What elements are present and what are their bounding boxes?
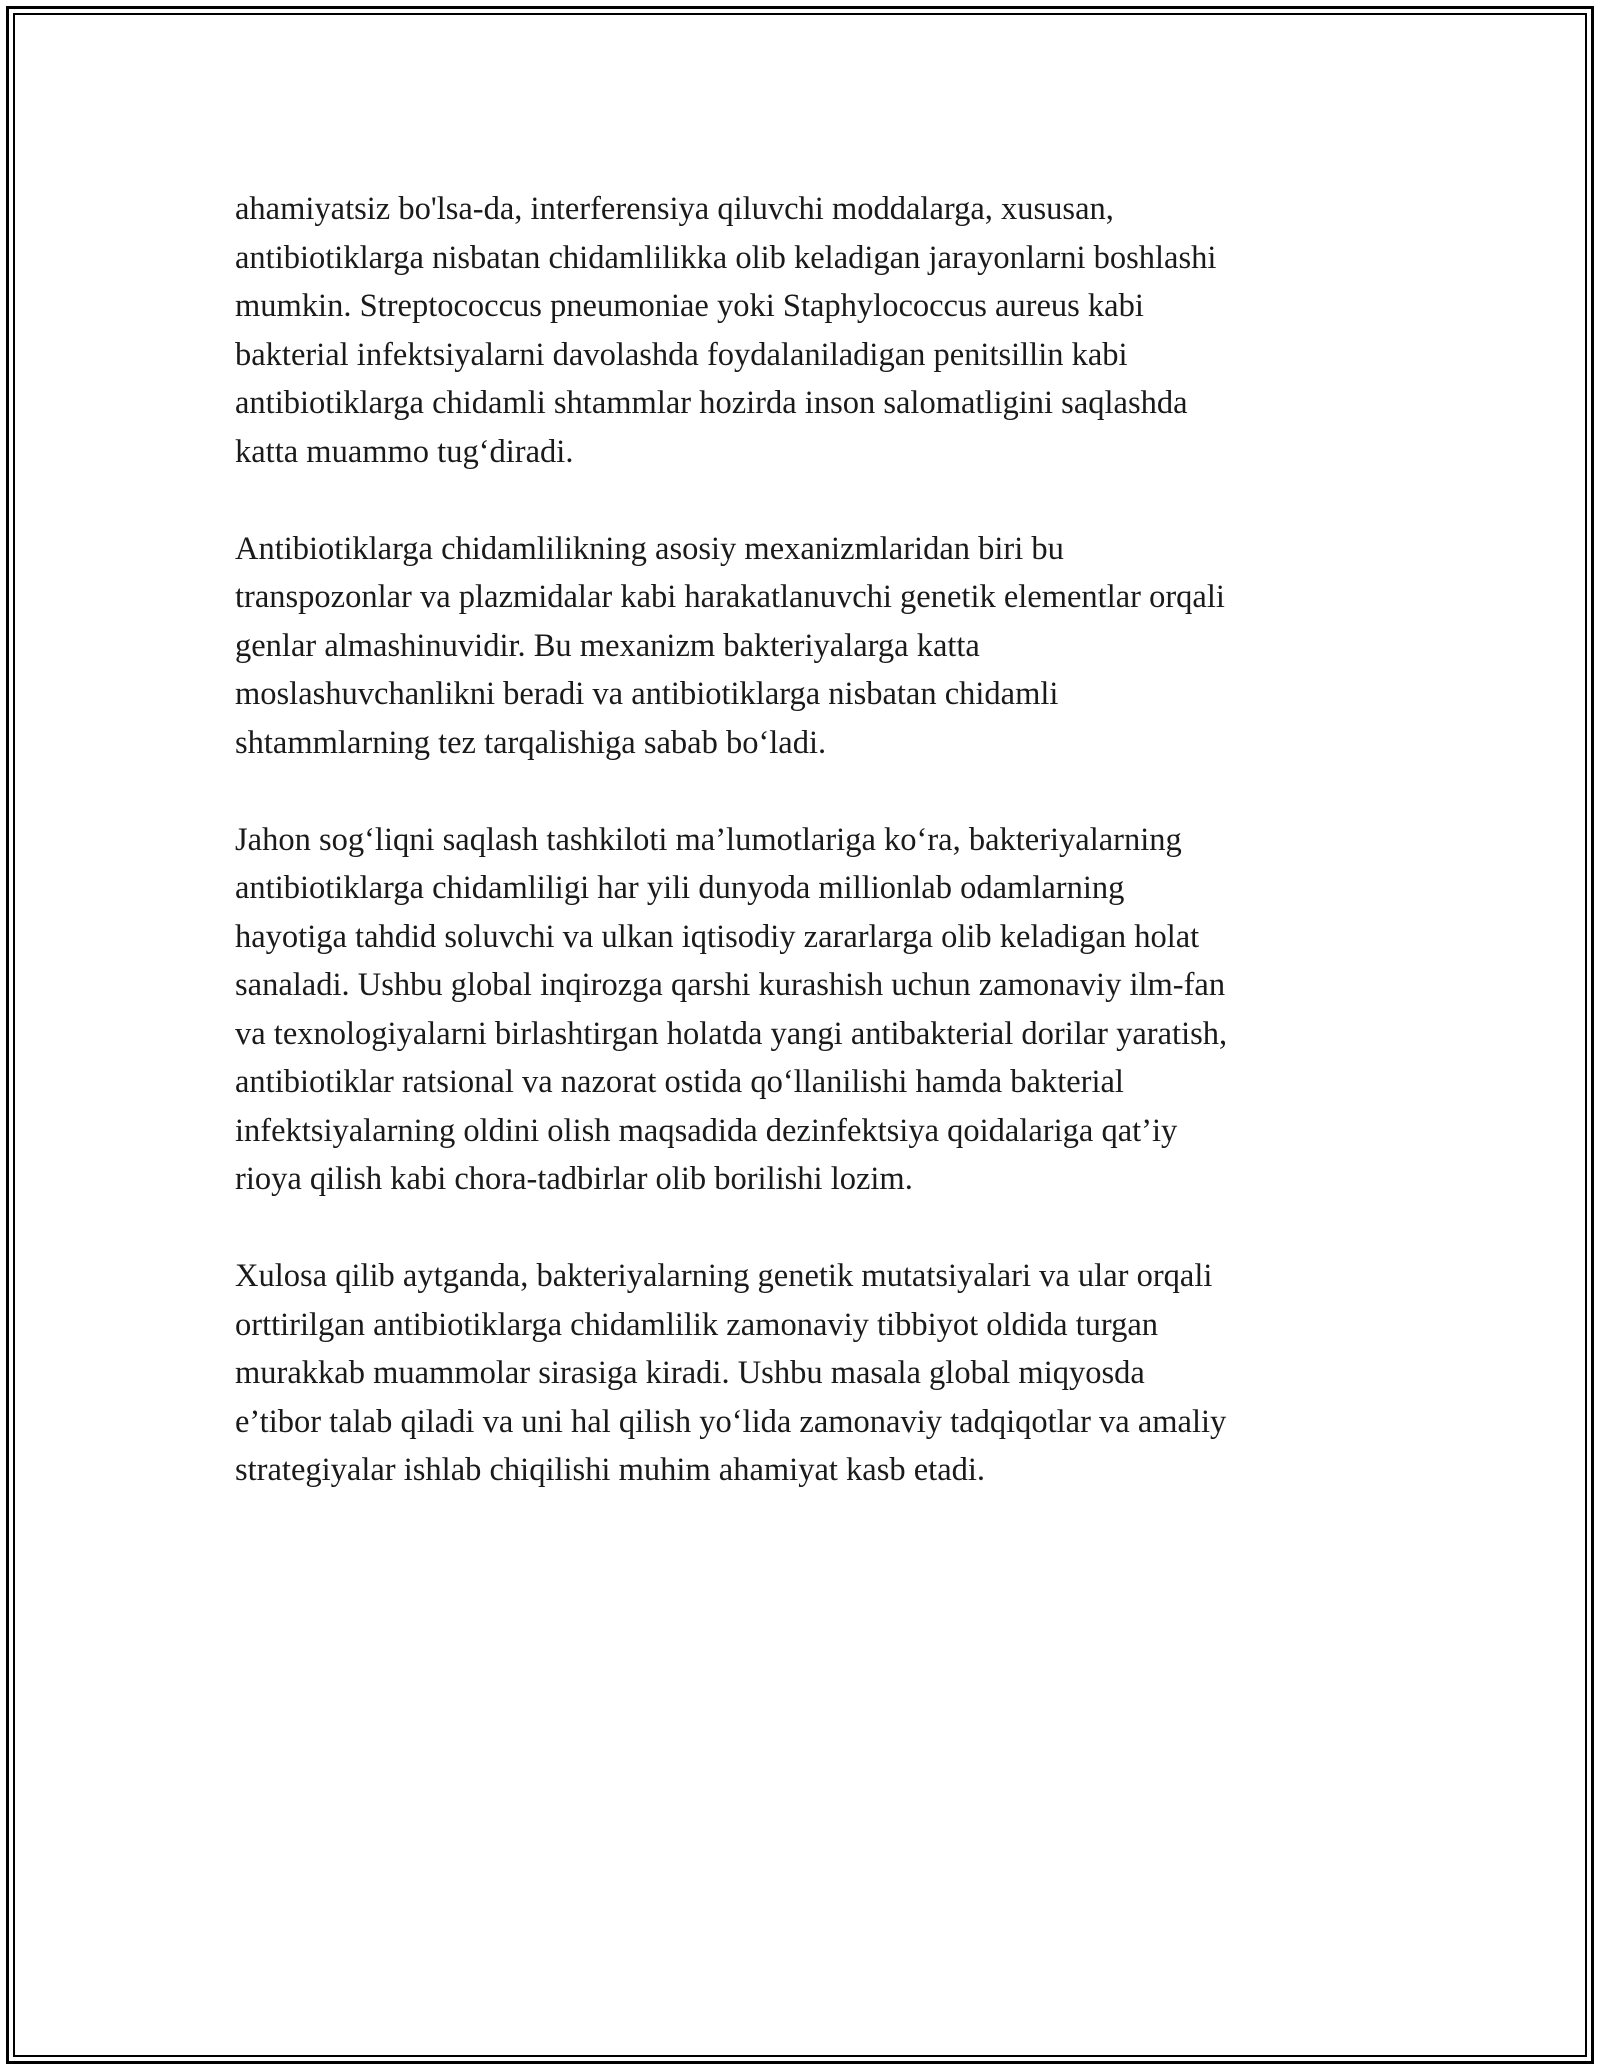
text-line: genlar almashinuvidir. Bu mexanizm bakteriyalarga katta [235,627,980,664]
paragraph-3 [235,816,1375,1204]
text-line: antibiotiklarga chidamliligi har yili dunyoda millionlab odamlarning [235,870,1125,906]
text-line: transpozonlar va plazmidalar kabi harakatlanuvchi genetik elementlar orqali [235,579,1225,615]
text-line: mumkin. Streptococcus pneumoniae yoki Staphylococcus aureus kabi [235,288,1144,324]
document-body [235,185,1375,1543]
text-line: Jahon sog‘liqni saqlash tashkiloti ma’lumotlariga ko‘ra, bakteriyalarning [235,821,1182,858]
text-line: rioya qilish kabi chora-tadbirlar olib borilishi lozim. [235,1161,913,1197]
text-line: bakterial infektsiyalarni davolashda foydalaniladigan penitsillin kabi [235,336,1128,373]
paragraph-4 [235,1252,1375,1495]
text-line: sanaladi. Ushbu global inqirozga qarshi kurashish uchun zamonaviy ilm-fan [235,967,1226,1003]
text-line: infektsiyalarning oldini olish maqsadida dezinfektsiya qoidalariga qat’iy [235,1112,1178,1149]
text-line: antibiotiklarga chidamli shtammlar hozirda inson salomatligini saqlashda [235,385,1188,421]
text-line: va texnologiyalarni birlashtirgan holatda yangi antibakterial dorilar yaratish, [235,1015,1228,1052]
text-line: Xulosa qilib aytganda, bakteriyalarning genetik mutatsiyalari va ular orqali [235,1258,1213,1294]
paragraph-2 [235,525,1375,768]
text-line: murakkab muammolar sirasiga kiradi. Ushbu masala global miqyosda [235,1355,1145,1391]
text-line: strategiyalar ishlab chiqilishi muhim ahamiyat kasb etadi. [235,1452,986,1488]
text-line: shtammlarning tez tarqalishiga sabab bo‘ladi. [235,724,827,761]
text-line: moslashuvchanlikni beradi va antibiotiklarga nisbatan chidamli [235,676,1059,712]
text-line: katta muammo tug‘diradi. [235,433,574,470]
text-line: e’tibor talab qiladi va uni hal qilish yo‘lida zamonaviy tadqiqotlar va amaliy [235,1403,1227,1440]
text-line: Antibiotiklarga chidamlilikning asosiy mexanizmlaridan biri bu [235,530,1064,567]
paragraph-1 [235,185,1375,476]
text-line: ahamiyatsiz bo'lsa-da, interferensiya qiluvchi moddalarga, xususan, [235,191,1114,227]
text-line: hayotiga tahdid soluvchi va ulkan iqtisodiy zararlarga olib keladigan holat [235,918,1200,955]
text-line: orttirilgan antibiotiklarga chidamlilik zamonaviy tibbiyot oldida turgan [235,1306,1159,1343]
text-line: antibiotiklarga nisbatan chidamlilikka olib keladigan jarayonlarni boshlashi [235,239,1217,276]
text-line: antibiotiklar ratsional va nazorat ostida qo‘llanilishi hamda bakterial [235,1064,1124,1100]
